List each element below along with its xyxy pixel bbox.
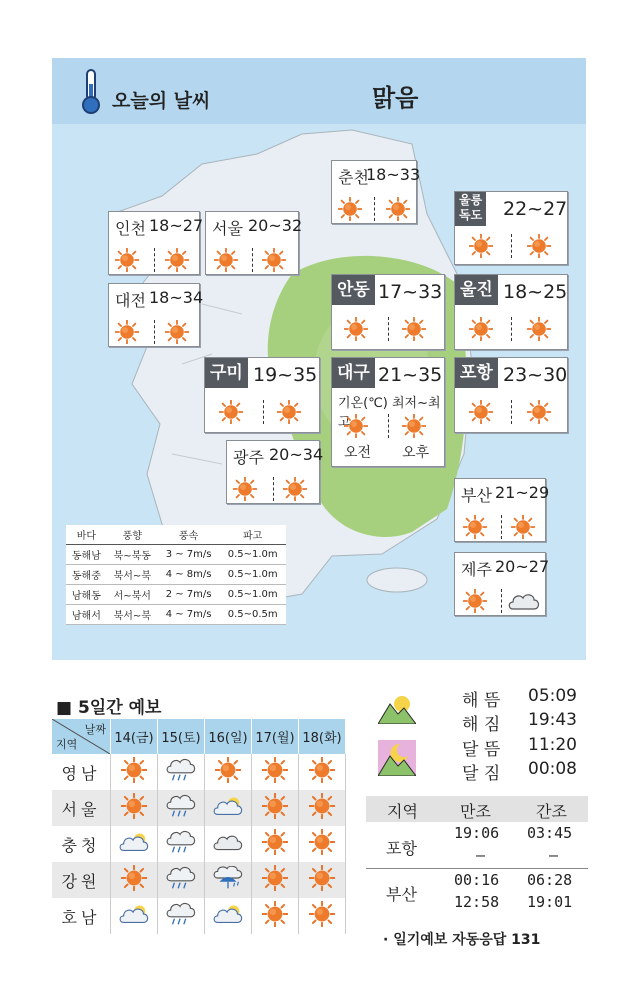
cloud-rain-icon [165, 758, 197, 782]
sun-icon [115, 248, 139, 272]
divider [263, 400, 264, 424]
divider [501, 589, 502, 613]
city-pohang [454, 357, 568, 433]
city-temp: 18~34 [149, 288, 204, 307]
sun-icon [386, 197, 410, 221]
phone-service-note: · 일기예보 자동응답 131 [383, 932, 541, 948]
forecast-region: 호남 [52, 898, 111, 934]
divider [388, 414, 389, 438]
cloud-icon [212, 830, 244, 854]
sea-row [66, 565, 286, 585]
sun-icon [309, 793, 335, 819]
city-name: 부산 [461, 486, 492, 505]
tide-region: 부산 [386, 885, 417, 904]
city-temp: 19~35 [253, 364, 318, 386]
sun-icon [277, 400, 301, 424]
city-temp: 18~27 [149, 216, 204, 235]
sea-cell: 북서~북 [107, 605, 158, 625]
cloud-rain-icon [165, 830, 197, 854]
sunrise-label: 해 뜸 [462, 691, 501, 711]
sun-icon [165, 320, 189, 344]
tide-high: 00:16 [454, 871, 500, 889]
sun-icon [309, 757, 335, 783]
sun-icon [262, 248, 286, 272]
tide-low: 19:01 [527, 893, 573, 911]
city-andong [331, 274, 445, 350]
sun-icon [527, 400, 551, 424]
sun-icon [344, 317, 368, 341]
forecast-table [52, 719, 346, 934]
city-temp: 20~32 [248, 216, 303, 235]
sun-icon [283, 477, 307, 501]
tide-divider [366, 868, 588, 869]
moonrise-time: 11:20 [528, 735, 577, 755]
sun-icon [262, 793, 288, 819]
city-name: 제주 [461, 560, 492, 579]
sunset-time: 19:43 [528, 710, 577, 730]
city-temp: 20~27 [495, 557, 550, 576]
city-temp: 18~33 [366, 165, 421, 184]
sun-icon [219, 400, 243, 424]
sea-cell: 0.5~1.0m [219, 545, 286, 565]
sea-conditions-table [66, 525, 286, 625]
city-temp: 21~29 [495, 483, 550, 502]
sun-icon [338, 197, 362, 221]
tide-high: 12:58 [454, 893, 500, 911]
sun-icon [115, 320, 139, 344]
tide-col-high: 만조 [460, 802, 491, 821]
sea-row [66, 545, 286, 565]
city-busan [454, 478, 550, 542]
forecast-row [52, 826, 346, 862]
city-tag: 울진 [455, 275, 498, 305]
sun-icon [469, 400, 493, 424]
city-uljin [454, 274, 568, 350]
sun-icon [262, 829, 288, 855]
umbrella-icon [212, 866, 244, 890]
tide-low: 06:28 [527, 871, 573, 889]
sun-icon [165, 248, 189, 272]
tide-high: 19:06 [454, 824, 500, 842]
city-temp: 18~25 [503, 281, 568, 303]
forecast-corner [52, 719, 111, 754]
tide-high: – [476, 846, 486, 864]
city-temp: 21~35 [378, 364, 443, 386]
legend-am: 오전 [344, 445, 372, 461]
moonset-label: 달 짐 [462, 764, 501, 784]
sun-icon [262, 757, 288, 783]
forecast-region: 강원 [52, 862, 111, 898]
sea-cell: 3 ~ 7m/s [158, 545, 220, 565]
city-ulleung [454, 191, 568, 265]
forecast-day: 16(일) [205, 719, 252, 754]
legend-pm: 오후 [402, 445, 430, 461]
cloud-icon [507, 589, 541, 613]
sunrise-icon [378, 690, 416, 724]
divider [511, 317, 512, 341]
city-tag: 포항 [455, 358, 498, 388]
sun-icon [527, 234, 551, 258]
divider [388, 317, 389, 341]
sun-icon [121, 865, 147, 891]
sunrise-time: 05:09 [528, 686, 577, 706]
sun-icon [469, 317, 493, 341]
cloud-rain-icon [165, 902, 197, 926]
city-tag: 대구 [332, 358, 375, 388]
forecast-row [52, 862, 346, 898]
cloud-sun-icon [118, 830, 150, 854]
sun-icon [463, 589, 487, 613]
sun-icon [344, 414, 368, 438]
sea-cell: 동해중 [66, 565, 107, 585]
city-daegu [331, 357, 445, 467]
city-jeju [454, 552, 550, 616]
forecast-region: 영남 [52, 754, 111, 790]
sea-cell: 동해남 [66, 545, 107, 565]
sea-cell: 남해서 [66, 605, 107, 625]
tide-region: 포항 [386, 839, 417, 858]
city-temp: 23~30 [503, 364, 568, 386]
forecast-day: 15(토) [158, 719, 205, 754]
sunset-label: 해 짐 [462, 715, 501, 735]
moonrise-icon [378, 740, 416, 776]
city-daejeon [108, 283, 204, 347]
divider [154, 248, 155, 272]
divider [273, 477, 274, 501]
sun-icon [262, 865, 288, 891]
city-gumi [204, 357, 320, 433]
city-name: 광주 [233, 448, 264, 467]
city-tag: 안동 [332, 275, 375, 305]
cloud-rain-icon [165, 794, 197, 818]
city-name: 대전 [115, 291, 146, 310]
sea-row [66, 605, 286, 625]
sea-cell: 0.5~0.5m [219, 605, 286, 625]
sun-icon [121, 757, 147, 783]
city-chuncheon [331, 160, 421, 224]
cloud-rain-icon [165, 866, 197, 890]
sun-icon [309, 901, 335, 927]
forecast-row [52, 790, 346, 826]
sea-cell: 4 ~ 7m/s [158, 605, 220, 625]
sea-cell: 4 ~ 8m/s [158, 565, 220, 585]
city-name: 인천 [115, 219, 146, 238]
sea-row [66, 585, 286, 605]
forecast-row [52, 754, 346, 790]
city-name: 서울 [212, 219, 243, 238]
tide-col-region: 지역 [387, 802, 418, 821]
sun-icon [214, 248, 238, 272]
city-tag: 울릉 독도 [455, 192, 486, 226]
sea-cell: 0.5~1.0m [219, 565, 286, 585]
sun-icon [511, 515, 535, 539]
moonset-time: 00:08 [528, 759, 577, 779]
forecast-region: 충청 [52, 826, 111, 862]
sea-cell: 남해동 [66, 585, 107, 605]
forecast-region: 서울 [52, 790, 111, 826]
sun-icon [121, 793, 147, 819]
thermometer-icon [78, 68, 104, 116]
corner-date-label: 날짜 [84, 723, 106, 736]
sea-cell: 2 ~ 7m/s [158, 585, 220, 605]
divider [154, 320, 155, 344]
moonrise-label: 달 뜸 [462, 740, 501, 760]
legend-temp-label: 기온(℃) 최저~최고 [338, 396, 441, 430]
sun-icon [402, 317, 426, 341]
city-temp: 20~34 [269, 445, 324, 464]
cloud-sun-icon [212, 794, 244, 818]
sun-icon [233, 477, 257, 501]
divider [374, 197, 375, 221]
sun-icon [309, 829, 335, 855]
sea-cell: 북서~북 [107, 565, 158, 585]
sun-icon [402, 414, 426, 438]
corner-region-label: 지역 [56, 738, 78, 751]
city-incheon [108, 211, 204, 275]
sun-icon [309, 865, 335, 891]
tide-col-low: 간조 [536, 802, 567, 821]
sun-icon [463, 515, 487, 539]
sea-cell: 서~북서 [107, 585, 158, 605]
cloud-sun-icon [118, 902, 150, 926]
tide-low: 03:45 [527, 824, 573, 842]
weather-condition: 맑음 [372, 84, 419, 112]
sea-header: 바다 [66, 525, 107, 545]
forecast-row [52, 898, 346, 934]
sea-cell: 0.5~1.0m [219, 585, 286, 605]
sun-icon [215, 757, 241, 783]
divider [511, 234, 512, 258]
divider [252, 248, 253, 272]
sea-cell: 북~북동 [107, 545, 158, 565]
city-temp: 22~27 [503, 198, 568, 220]
sea-header: 풍속 [158, 525, 220, 545]
city-gwangju [226, 440, 324, 504]
sea-header: 풍향 [107, 525, 158, 545]
today-weather-title: 오늘의 날씨 [112, 90, 211, 112]
city-name: 춘천 [338, 168, 369, 187]
sea-header: 파고 [219, 525, 286, 545]
tide-low: – [549, 846, 559, 864]
sun-icon [262, 901, 288, 927]
sun-icon [469, 234, 493, 258]
sun-icon [527, 317, 551, 341]
weather-map-panel [52, 58, 586, 660]
forecast-day: 17(월) [252, 719, 299, 754]
city-seoul [205, 211, 303, 275]
divider [501, 515, 502, 539]
cloud-sun-icon [212, 902, 244, 926]
city-tag: 구미 [205, 358, 248, 388]
forecast-day: 14(금) [111, 719, 158, 754]
forecast-title: ■ 5일간 예보 [56, 698, 162, 718]
city-temp: 17~33 [378, 281, 443, 303]
forecast-day: 18(화) [299, 719, 346, 754]
divider [511, 400, 512, 424]
